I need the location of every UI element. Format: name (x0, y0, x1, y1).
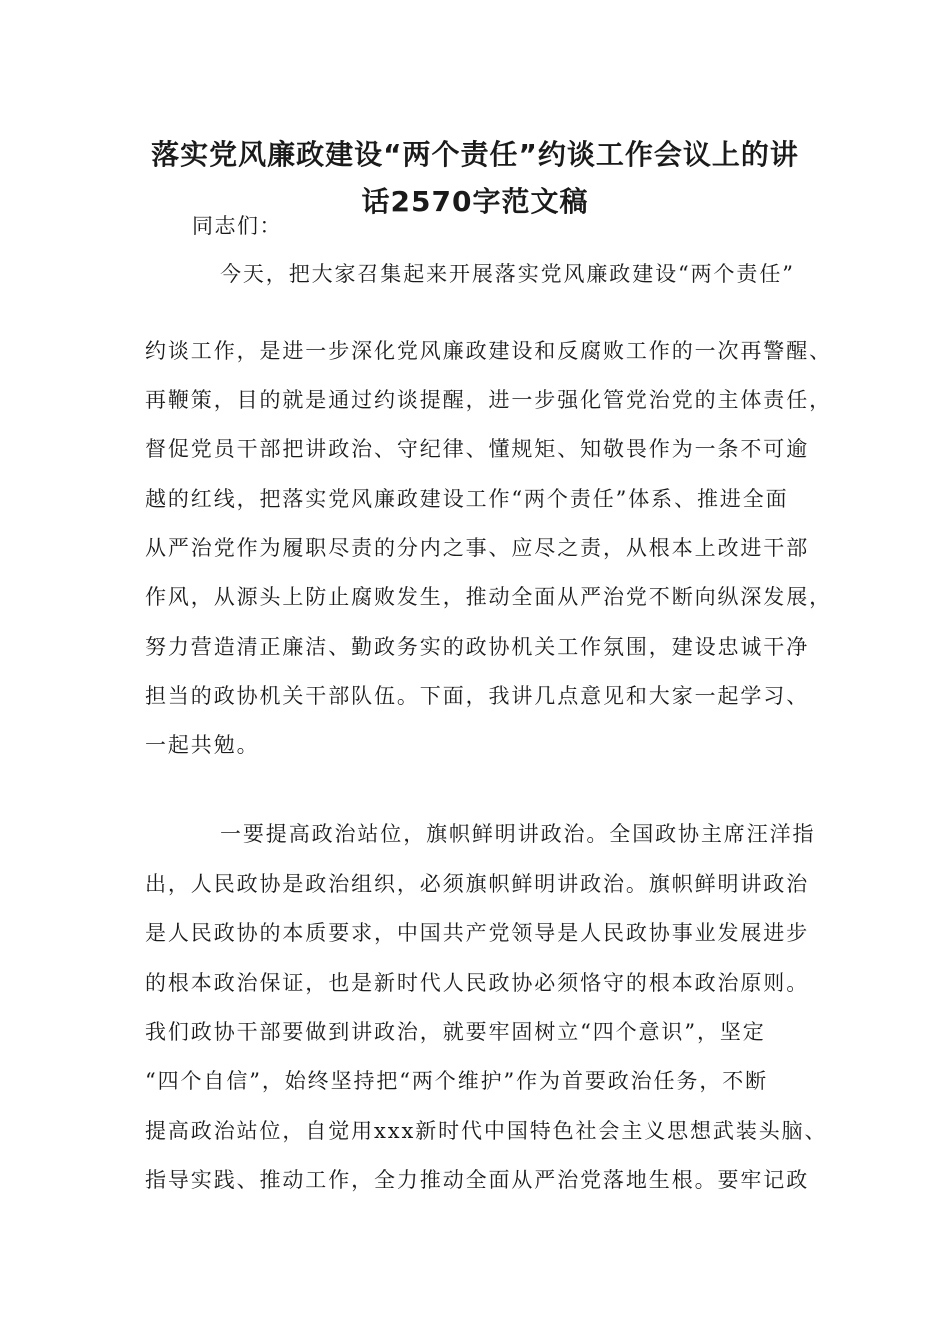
paragraph-2-line: 一要提高政治站位，旗帜鲜明讲政治。全国政协主席汪洋指 (220, 822, 816, 846)
paragraph-2-line: 出，人民政协是政治组织，必须旗帜鲜明讲政治。旗帜鲜明讲政治 (145, 872, 810, 896)
paragraph-2-line: “四个自信”，始终坚持把“两个维护”作为首要政治任务，不断 (145, 1069, 769, 1093)
paragraph-1-line: 今天，把大家召集起来开展落实党风廉政建设“两个责任” (220, 262, 795, 286)
paragraph-2-line: 提高政治站位，自觉用xxx新时代中国特色社会主义思想武装头脑、 (145, 1119, 828, 1143)
paragraph-1-line: 担当的政协机关干部队伍。下面，我讲几点意见和大家一起学习、 (145, 684, 810, 708)
paragraph-1-line: 从严治党作为履职尽责的分内之事、应尽之责，从根本上改进干部 (145, 536, 810, 560)
paragraph-1-line: 努力营造清正廉洁、勤政务实的政协机关工作氛围，建设忠诚干净 (145, 635, 810, 659)
paragraph-2-line: 我们政协干部要做到讲政治，就要牢固树立“四个意识”，坚定 (145, 1020, 766, 1044)
paragraph-1-line: 督促党员干部把讲政治、守纪律、懂规矩、知敬畏作为一条不可逾 (145, 437, 810, 461)
salutation: 同志们： (192, 214, 282, 238)
paragraph-1-line: 约谈工作，是进一步深化党风廉政建设和反腐败工作的一次再警醒、 (145, 339, 832, 363)
paragraph-2-line: 的根本政治保证，也是新时代人民政协必须恪守的根本政治原则。 (145, 971, 810, 995)
document-title-line-2: 话2570字范文稿 (361, 185, 589, 218)
paragraph-1-line: 越的红线，把落实党风廉政建设工作“两个责任”体系、推进全面 (145, 487, 789, 511)
paragraph-1-line: 一起共勉。 (145, 733, 260, 757)
paragraph-1-line: 再鞭策，目的就是通过约谈提醒，进一步强化管党治党的主体责任， (145, 388, 832, 412)
document-title-line-1: 落实党风廉政建设“两个责任”约谈工作会议上的讲 (151, 138, 799, 171)
paragraph-2-line: 指导实践、推动工作，全力推动全面从严治党落地生根。要牢记政 (145, 1168, 810, 1192)
paragraph-1-line: 作风，从源头上防止腐败发生，推动全面从严治党不断向纵深发展， (145, 585, 832, 609)
paragraph-2-line: 是人民政协的本质要求，中国共产党领导是人民政协事业发展进步 (145, 921, 810, 945)
